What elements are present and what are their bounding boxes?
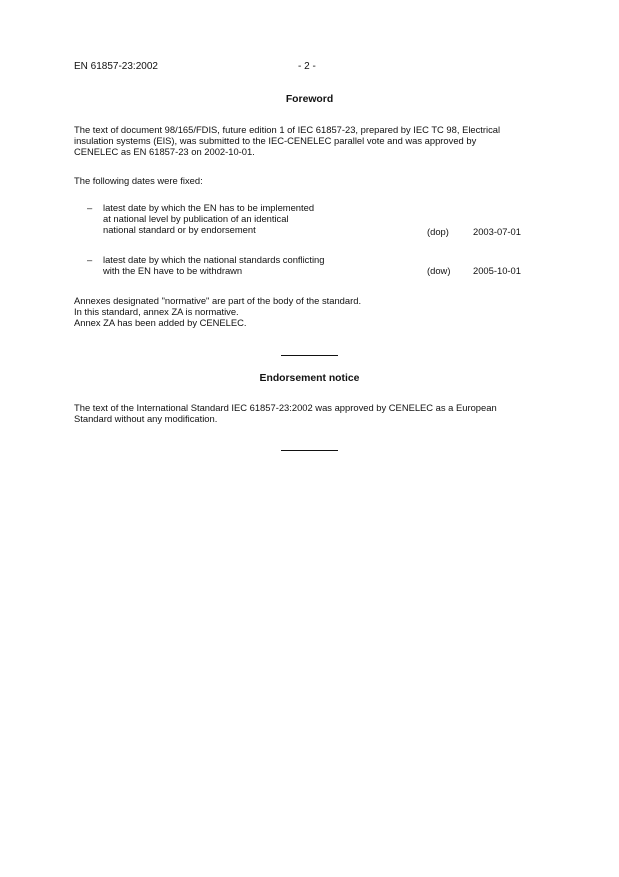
foreword-intro-line-3: CENELEC as EN 61857-23 on 2002-10-01.: [74, 146, 255, 157]
date-item-line: latest date by which the EN has to be implemented: [103, 202, 315, 213]
date-code-dow: (dow): [427, 265, 451, 276]
endorsement-heading: Endorsement notice: [259, 373, 360, 384]
date-value-dow: 2005-10-01: [473, 265, 521, 276]
date-item-line: national standard or by endorsement: [103, 224, 256, 235]
date-item-line: with the EN have to be withdrawn: [103, 265, 243, 276]
date-item-line: at national level by publication of an identical: [103, 213, 289, 224]
date-item-dop-text: [103, 202, 314, 235]
section-divider: [281, 355, 338, 356]
document-id: EN 61857-23:2002: [74, 61, 158, 72]
dates-intro: The following dates were fixed:: [74, 175, 203, 186]
foreword-intro-line-1: The text of document 98/165/FDIS, future edition 1 of IEC 61857-23, prepared by IEC TC 98, Electrical: [74, 124, 501, 135]
date-value-dop: 2003-07-01: [473, 226, 521, 237]
date-item-dash: –: [87, 202, 93, 213]
annex-note-line-2: In this standard, annex ZA is normative.: [74, 306, 239, 317]
annex-note-line-3: Annex ZA has been added by CENELEC.: [74, 317, 247, 328]
section-divider: [281, 450, 338, 451]
annex-note-line-1: Annexes designated "normative" are part of the body of the standard.: [74, 295, 362, 306]
date-item-line: latest date by which the national standards conflicting: [103, 254, 325, 265]
page-number: - 2 -: [298, 61, 316, 72]
foreword-heading: Foreword: [285, 94, 334, 105]
endorsement-line-1: The text of the International Standard IEC 61857-23:2002 was approved by CENELEC as a European: [74, 402, 497, 413]
date-item-dow-text: [103, 254, 325, 276]
foreword-intro-line-2: insulation systems (EIS), was submitted to the IEC-CENELEC parallel vote and was approved by: [74, 135, 477, 146]
endorsement-line-2: Standard without any modification.: [74, 413, 218, 424]
date-item-dash: –: [87, 254, 93, 265]
date-code-dop: (dop): [427, 226, 449, 237]
